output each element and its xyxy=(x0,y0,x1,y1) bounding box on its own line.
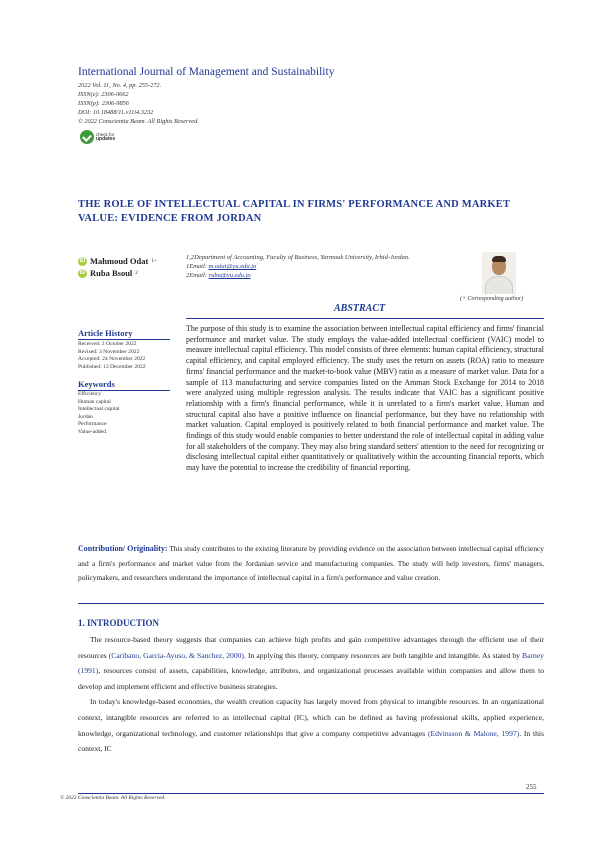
intro-text: . In this context, IC xyxy=(78,728,544,754)
page-number: 255 xyxy=(526,783,537,791)
paper-title: THE ROLE OF INTELLECTUAL CAPITAL IN FIRMS' PERFORMANCE AND MARKET VALUE: EVIDENCE FROM JORDAN xyxy=(78,199,510,224)
meta-line: ISSN(e): 2306-0662 xyxy=(78,91,129,98)
introduction-heading: 1. INTRODUCTION xyxy=(78,618,160,628)
article-history-heading: Article History xyxy=(78,328,133,338)
check-for-updates-badge[interactable] xyxy=(80,128,120,146)
abstract-body: The purpose of this study is to examine the association between intellectual capital efficiency and firms' financial performance and market value. The study employs the value-added intellectual coefficient (VAIC) model to measure intellectual capital efficiency. This model consists of three elements: human capital efficiency, structural capital efficiency, and capital employed efficiency. The study uses the return on assets (ROA) ratio to measure firms' financial performance and the market-to-book value (MBV) ratio as a measure of market value. Data for a sample of 113 manufacturing and service companies listed on the Amman Stock Exchange for 2014 to 2018 were analyzed using multiple regression analysis. The results indicate that VAIC has a significant positive relationship with a firm's financial performance, while it is unrelated to a firm's market value. Human and structural capital also have a positive influence on financial performance, but they have no relationship with market valuation. Capital employed is positively related to both financial performance and market value. The findings of this study would enable companies to better understand the role of intellectual capital in adding value for all stakeholders of the company. They may also bring standard setters' attention to the need for recognizing or disclosing intellectual capital either quantitatively or qualitatively within the accounting financial reports, which may have the potential to increase the credibility of financial reporting. xyxy=(186,324,544,473)
abstract-divider xyxy=(186,318,544,319)
citation-link[interactable]: (Caribano, Garcia-Ayuso, & Sanchez, 2000) xyxy=(108,650,244,660)
keyword-item: Efficiency xyxy=(78,391,102,397)
orcid-icon[interactable]: iD xyxy=(79,270,86,276)
citation-link[interactable]: Barney (1991) xyxy=(78,650,544,676)
email-label: 1Email: xyxy=(186,263,209,270)
journal-title[interactable]: International Journal of Management and Sustainability xyxy=(78,66,335,78)
intro-text: The resource-based theory suggests that companies can achieve high profits and gain competitive advantages through the efficient use of their resources xyxy=(78,635,544,660)
author-sup: 1+ xyxy=(151,258,157,264)
history-item: Received: 3 October 2022 xyxy=(78,341,137,347)
keyword-item: Jordan xyxy=(78,413,93,420)
author-name: Mahmoud Odat xyxy=(90,256,149,266)
author-name: Ruba Bsoul xyxy=(90,268,133,278)
journal-meta xyxy=(78,81,199,126)
photo-body xyxy=(485,276,513,294)
badge-line2: updates xyxy=(96,136,116,142)
abstract-heading: ABSTRACT xyxy=(334,303,386,314)
footer-divider xyxy=(78,793,544,794)
citation-link[interactable]: (Edvinsson & Malone, 1997) xyxy=(427,728,520,738)
orcid-icon[interactable]: iD xyxy=(79,258,86,264)
intro-text: . In applying this theory, company resources are both tangible and intangible. As stated by xyxy=(243,650,523,660)
email-link-1[interactable]: m.odat@yu.edu.jo xyxy=(208,263,257,270)
badge-text xyxy=(96,132,115,142)
affiliation-dept: 1,2Department of Accounting, Faculty of Business, Yarmouk University, Irbid-Jordan. xyxy=(186,254,410,261)
keywords-list xyxy=(78,391,119,437)
article-history-list xyxy=(78,341,146,371)
corresponding-author-note: (+ Corresponding author) xyxy=(460,296,524,302)
contribution-text: This study contributes to the existing literature by providing evidence on the association between intellectual capital efficiency and a firm's performance and market value from the Jordanian service and manufacturing companies. The study will help investors, firms' managers, policymakers, and researchers understand the importance of intellectual capital in a firm's performance and value creation. xyxy=(78,544,544,583)
introduction-body xyxy=(78,632,544,757)
intro-text: In today's knowledge-based economies, the wealth creation capacity has largely moved from physical to intangible resources. In an organizational context, intangible resources are referred to as intellectual capital (IC), which can be defined as having professional skills, applied experience, knowledge, organizational technology, and customer relationships that give a company competitive advantages xyxy=(78,697,544,738)
meta-line: © 2022 Conscientia Beam. All Rights Reserved. xyxy=(78,118,199,125)
email-line-1 xyxy=(186,262,448,271)
doi-line[interactable]: DOI: 10.18488/11.v11i4.3232 xyxy=(78,109,154,116)
author-photo xyxy=(482,252,516,294)
intro-paragraph-2 xyxy=(78,694,544,756)
history-item: Accepted: 24 November 2022 xyxy=(78,356,146,363)
meta-line: ISSN(p): 2306-9856 xyxy=(78,100,129,107)
author-1 xyxy=(78,256,157,266)
keyword-item: Performance xyxy=(78,421,107,428)
badge-line1: check for xyxy=(96,132,115,137)
meta-line: 2022 Vol. 11, No. 4, pp. 255-272. xyxy=(78,82,162,89)
email-link-2[interactable]: ruba@yu.edu.jo xyxy=(208,272,251,279)
contribution-divider xyxy=(78,603,544,604)
contribution-label: Contribution/ Originality: xyxy=(78,544,168,553)
author-sup: 2 xyxy=(135,270,138,276)
keyword-item: Human capital xyxy=(78,398,111,405)
email-line-2 xyxy=(186,271,448,280)
keyword-item: Intellectual capital xyxy=(78,406,120,413)
photo-hair xyxy=(492,256,506,262)
intro-text: , resources consist of assets, capabilities, knowledge, attributes, and organizational processes available within companies and allow them to develop and implement efficient and effective business strategies. xyxy=(78,666,544,691)
keyword-item: Value-added. xyxy=(78,428,108,435)
intro-paragraph-1 xyxy=(78,632,544,694)
history-item: Published: 13 December 2022 xyxy=(78,363,146,370)
contribution-section xyxy=(78,542,544,586)
checkmark-icon xyxy=(80,130,94,144)
affiliation xyxy=(186,253,448,280)
history-item: Revised: 3 November 2022 xyxy=(78,348,140,355)
author-2 xyxy=(78,268,138,278)
email-label: 2Email: xyxy=(186,272,209,279)
footer-copyright: © 2022 Conscientia Beam. All Rights Reserved. xyxy=(60,795,166,801)
article-history-divider xyxy=(78,339,170,340)
keywords-heading: Keywords xyxy=(78,379,115,389)
